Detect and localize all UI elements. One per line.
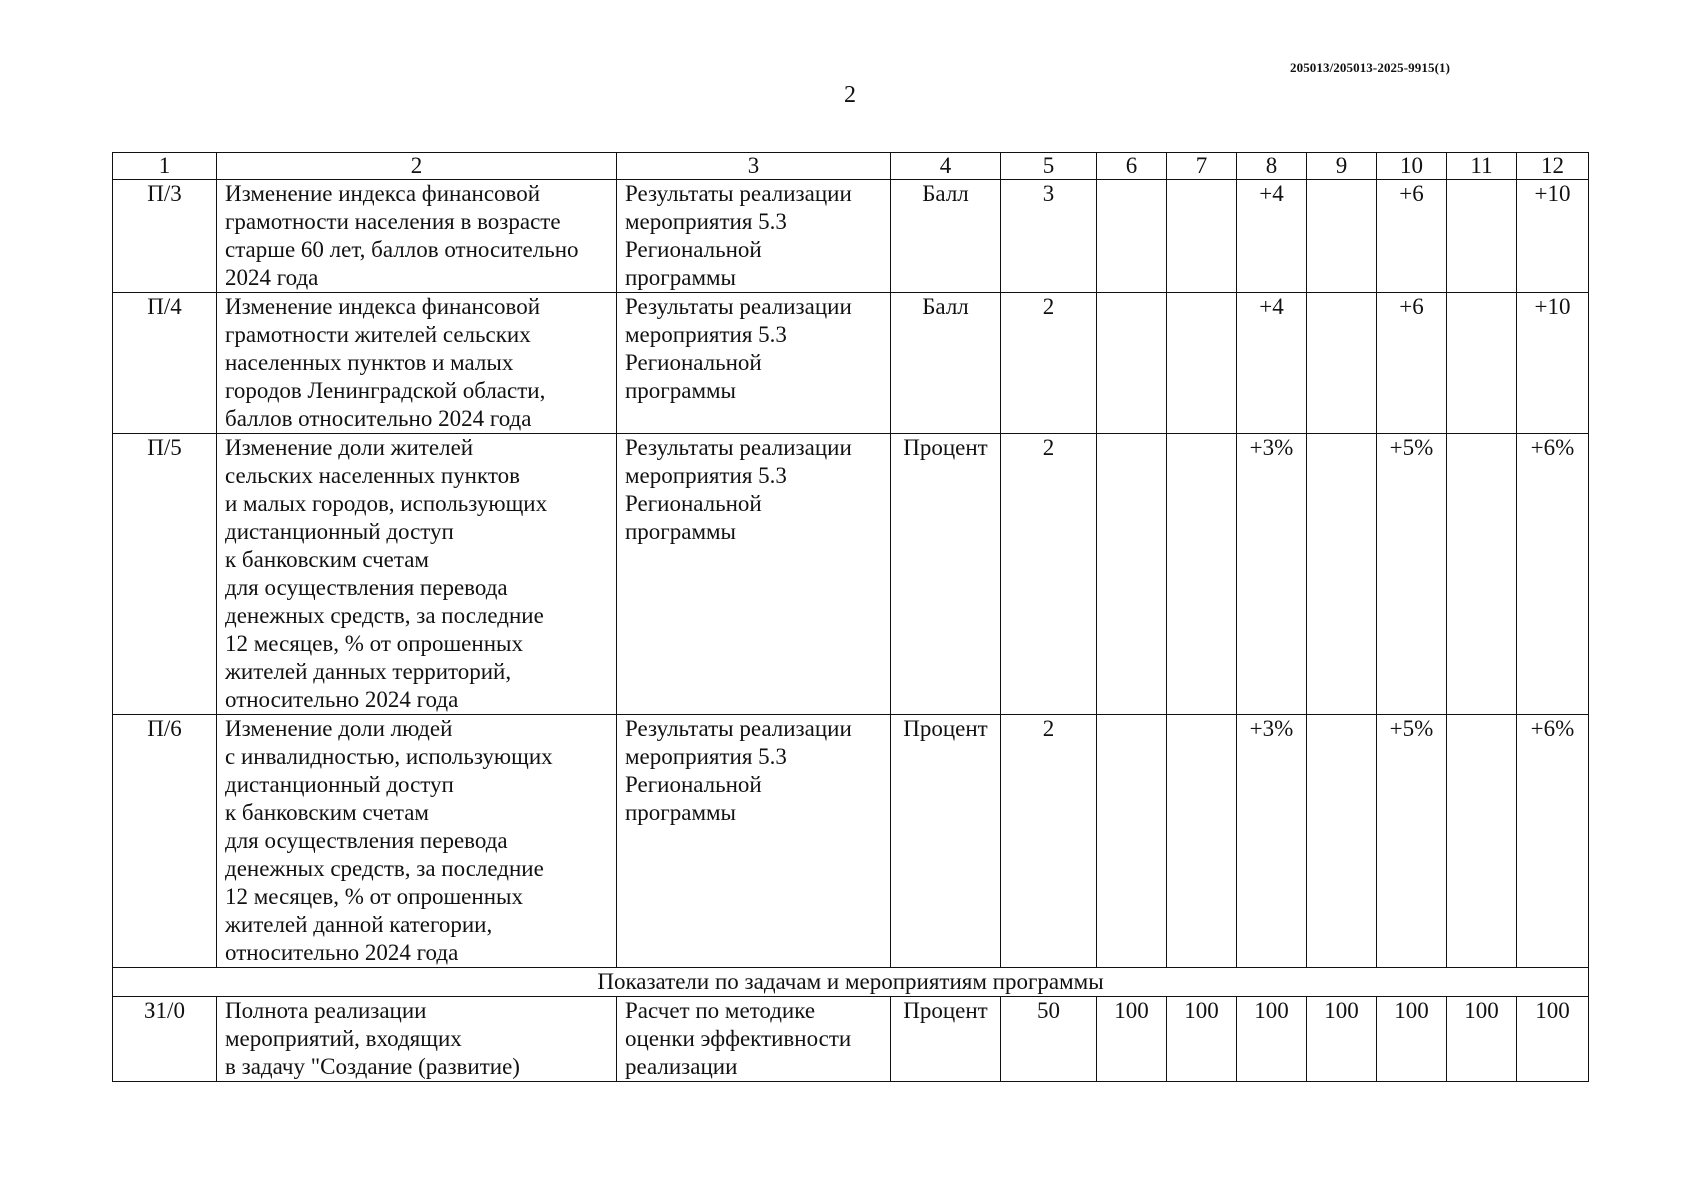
value-cell: +6% xyxy=(1517,715,1589,968)
value-cell: 100 xyxy=(1237,997,1307,1082)
header-cell: 7 xyxy=(1167,153,1237,180)
indicator-unit: Процент xyxy=(891,997,1001,1082)
indicator-base-value: 3 xyxy=(1001,180,1097,293)
indicator-name: Изменение индекса финансовой грамотности населения в возрасте старше 60 лет, баллов относительно 2024 года xyxy=(217,180,617,293)
table-row xyxy=(113,293,1589,434)
indicator-source: Расчет по методике оценки эффективности реализации xyxy=(617,997,891,1082)
value-cell xyxy=(1447,434,1517,715)
indicator-base-value: 2 xyxy=(1001,434,1097,715)
header-cell: 4 xyxy=(891,153,1001,180)
value-cell xyxy=(1167,715,1237,968)
value-cell xyxy=(1447,180,1517,293)
value-cell: +6 xyxy=(1377,180,1447,293)
indicator-unit: Процент xyxy=(891,434,1001,715)
value-cell xyxy=(1167,180,1237,293)
indicator-code: П/6 xyxy=(113,715,217,968)
value-cell: +5% xyxy=(1377,715,1447,968)
indicators-table xyxy=(112,152,1589,1082)
header-cell: 3 xyxy=(617,153,891,180)
value-cell: +4 xyxy=(1237,180,1307,293)
value-cell: +6 xyxy=(1377,293,1447,434)
indicator-base-value: 2 xyxy=(1001,715,1097,968)
indicator-name: Изменение доли жителей сельских населенных пунктов и малых городов, использующих дистанционный доступ к банковским счетам для осуществления перевода денежных средств, за последние 12 месяцев, % от опрошенных жителей данных территорий, относительно 2024 года xyxy=(217,434,617,715)
value-cell: 100 xyxy=(1307,997,1377,1082)
header-cell: 1 xyxy=(113,153,217,180)
value-cell xyxy=(1097,715,1167,968)
value-cell: +10 xyxy=(1517,293,1589,434)
indicator-code: З1/0 xyxy=(113,997,217,1082)
value-cell xyxy=(1167,293,1237,434)
page-number: 2 xyxy=(844,82,856,108)
indicator-unit: Балл xyxy=(891,180,1001,293)
value-cell xyxy=(1447,293,1517,434)
value-cell xyxy=(1307,715,1377,968)
table-row xyxy=(113,997,1589,1082)
indicator-unit: Балл xyxy=(891,293,1001,434)
indicator-base-value: 50 xyxy=(1001,997,1097,1082)
indicator-source: Результаты реализации мероприятия 5.3 Региональной программы xyxy=(617,434,891,715)
value-cell: +3% xyxy=(1237,715,1307,968)
value-cell xyxy=(1307,434,1377,715)
header-cell: 5 xyxy=(1001,153,1097,180)
value-cell: +3% xyxy=(1237,434,1307,715)
table-row xyxy=(113,715,1589,968)
table-header-row xyxy=(113,153,1589,180)
indicator-unit: Процент xyxy=(891,715,1001,968)
indicator-name: Изменение доли людей с инвалидностью, использующих дистанционный доступ к банковским счетам для осуществления перевода денежных средств, за последние 12 месяцев, % от опрошенных жителей данной категории, относительно 2024 года xyxy=(217,715,617,968)
value-cell: +6% xyxy=(1517,434,1589,715)
section-title: Показатели по задачам и мероприятиям программы xyxy=(113,968,1589,997)
value-cell xyxy=(1307,180,1377,293)
table-row xyxy=(113,434,1589,715)
value-cell: 100 xyxy=(1447,997,1517,1082)
indicator-source: Результаты реализации мероприятия 5.3 Региональной программы xyxy=(617,715,891,968)
value-cell: +10 xyxy=(1517,180,1589,293)
indicator-source: Результаты реализации мероприятия 5.3 Региональной программы xyxy=(617,293,891,434)
header-cell: 9 xyxy=(1307,153,1377,180)
value-cell: 100 xyxy=(1517,997,1589,1082)
value-cell: 100 xyxy=(1377,997,1447,1082)
header-cell: 8 xyxy=(1237,153,1307,180)
indicator-name: Полнота реализации мероприятий, входящих в задачу "Создание (развитие) xyxy=(217,997,617,1082)
value-cell xyxy=(1097,180,1167,293)
section-heading-row xyxy=(113,968,1589,997)
header-cell: 11 xyxy=(1447,153,1517,180)
indicator-name: Изменение индекса финансовой грамотности жителей сельских населенных пунктов и малых городов Ленинградской области, баллов относительно 2024 года xyxy=(217,293,617,434)
value-cell: +4 xyxy=(1237,293,1307,434)
value-cell xyxy=(1447,715,1517,968)
header-cell: 12 xyxy=(1517,153,1589,180)
indicator-source: Результаты реализации мероприятия 5.3 Региональной программы xyxy=(617,180,891,293)
value-cell xyxy=(1097,434,1167,715)
header-cell: 2 xyxy=(217,153,617,180)
value-cell xyxy=(1097,293,1167,434)
indicator-code: П/4 xyxy=(113,293,217,434)
value-cell xyxy=(1307,293,1377,434)
value-cell: +5% xyxy=(1377,434,1447,715)
value-cell: 100 xyxy=(1097,997,1167,1082)
table-row xyxy=(113,180,1589,293)
value-cell: 100 xyxy=(1167,997,1237,1082)
header-cell: 10 xyxy=(1377,153,1447,180)
indicator-code: П/3 xyxy=(113,180,217,293)
indicator-base-value: 2 xyxy=(1001,293,1097,434)
indicator-code: П/5 xyxy=(113,434,217,715)
header-cell: 6 xyxy=(1097,153,1167,180)
document-id: 205013/205013-2025-9915(1) xyxy=(1290,60,1451,75)
value-cell xyxy=(1167,434,1237,715)
